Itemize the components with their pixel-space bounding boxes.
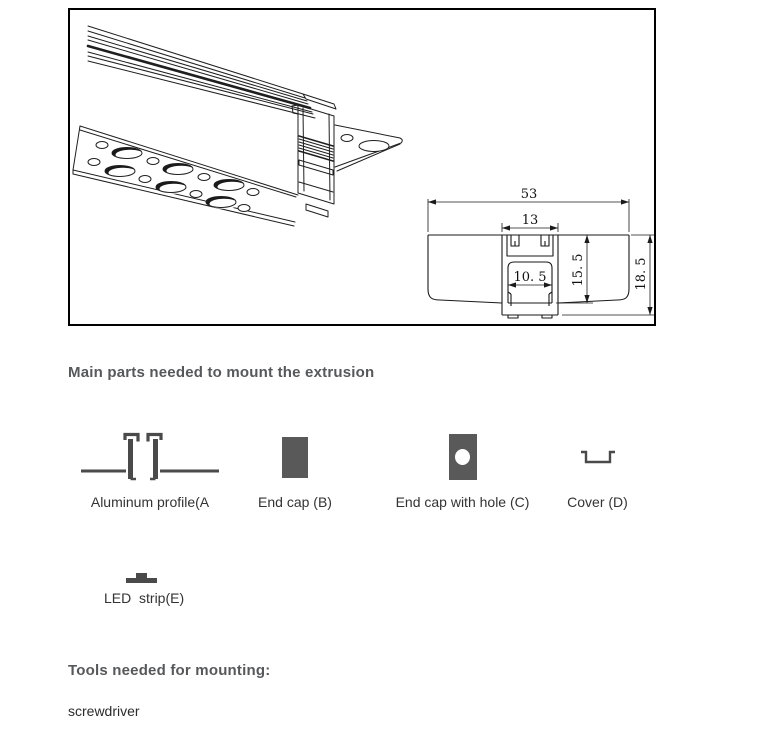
tool-item-screwdriver: screwdriver bbox=[68, 703, 140, 719]
part-item-aluminum-profile bbox=[70, 430, 230, 510]
part-label-cover: Cover (D) bbox=[567, 494, 628, 510]
parts-section-heading: Main parts needed to mount the extrusion bbox=[68, 364, 375, 381]
end-cap-with-hole-icon bbox=[449, 434, 477, 480]
isometric-view bbox=[73, 26, 402, 226]
dim-inner-depth: 15. 5 bbox=[571, 253, 586, 287]
tools-section-heading: Tools needed for mounting: bbox=[68, 662, 271, 679]
dim-slot-width: 13 bbox=[521, 213, 539, 228]
part-label-end-cap: End cap (B) bbox=[258, 494, 332, 510]
dim-inner-width: 10. 5 bbox=[513, 270, 547, 285]
part-label-end-cap-with-hole: End cap with hole (C) bbox=[395, 494, 530, 510]
dim-overall-width: 53 bbox=[520, 187, 538, 202]
end-cap-hole bbox=[455, 449, 470, 465]
technical-drawing-frame bbox=[68, 8, 656, 326]
cover-icon bbox=[580, 430, 616, 484]
technical-drawing bbox=[70, 10, 654, 324]
part-label-led-strip: LED strip(E) bbox=[104, 590, 185, 606]
aluminum-profile-icon bbox=[80, 430, 220, 484]
dimension-annotations bbox=[428, 187, 654, 315]
led-strip-icon bbox=[126, 571, 158, 589]
part-item-end-cap bbox=[235, 430, 355, 510]
part-item-end-cap-with-hole bbox=[390, 430, 535, 510]
end-cap-icon bbox=[282, 437, 308, 478]
part-label-aluminum-profile: Aluminum profile(A bbox=[90, 494, 210, 510]
part-item-cover bbox=[540, 430, 655, 510]
dim-overall-depth: 18. 5 bbox=[634, 257, 649, 291]
